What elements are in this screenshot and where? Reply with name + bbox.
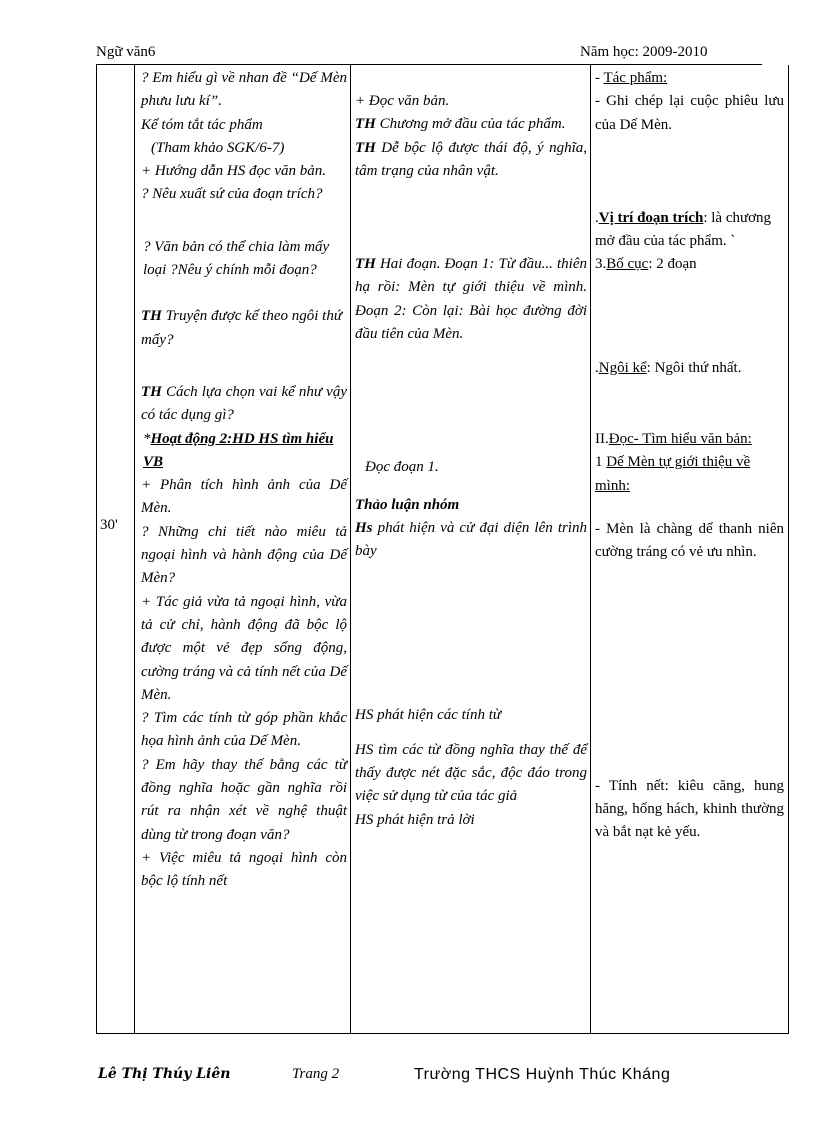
list-item: ? Em hiểu gì về nhan đề “Dế Mèn phưu lưu kí”.	[141, 70, 347, 110]
list-item: Hs phát hiện và cử đại diện lên trình bày	[355, 519, 587, 560]
teacher-activity-column	[141, 67, 347, 894]
list-item: + Phân tích hình ảnh của Dế Mèn.	[141, 477, 347, 517]
list-item: Kể tóm tắt tác phẩm	[141, 116, 263, 133]
footer-author: Lê Thị Thúy Liên	[98, 1066, 231, 1082]
list-item: TH Truyện được kể theo ngôi thứ mấy?	[141, 308, 343, 348]
student-activity-cell	[351, 65, 591, 1034]
student-activity-column	[355, 67, 587, 832]
list-item: - Tính nết: kiêu căng, hung hăng, hống hách, khinh thường và bắt nạt kẻ yếu.	[595, 777, 784, 841]
header-subject: Ngữ văn6	[96, 44, 156, 60]
content-cell	[591, 65, 789, 1034]
list-item: - Ghi chép lại cuộc phiêu lưu của Dế Mèn.	[595, 93, 784, 133]
content-column	[595, 67, 784, 844]
section-heading: .Vị trí đoạn trích: là chương mở đầu của tác phẩm. `	[595, 209, 772, 250]
list-item: HS tìm các từ đồng nghĩa thay thế để thấy được nét đặc sắc, độc đáo trong việc sử dụng từ của tác giả	[355, 741, 587, 805]
list-item: ? Em hãy thay thế bằng các từ đồng nghĩa hoặc gần nghĩa rồi rút ra nhận xét về nghệ thuật dùng từ trong đoạn văn?	[141, 756, 347, 843]
list-item: ? Văn bản có thể chia làm mấy loại ?Nêu ý chính mỗi đoạn?	[143, 238, 330, 279]
section-heading: - Tác phẩm:	[595, 70, 668, 86]
footer-page-number: Trang 2	[292, 1066, 340, 1082]
list-item: Thảo luận nhóm	[355, 496, 460, 513]
list-item: HS phát hiện trả lời	[355, 811, 475, 828]
list-item: TH Dễ bộc lộ được thái độ, ý nghĩa, tâm trạng của nhân vật.	[355, 139, 587, 179]
teacher-activity-cell	[135, 65, 351, 1034]
time-cell	[97, 65, 135, 1034]
section-heading: 1 Dế Mèn tự giới thiệu về mình:	[595, 454, 751, 494]
list-item: + Hướng dẫn HS đọc văn bản.	[141, 163, 327, 180]
time-label: 30'	[100, 517, 118, 533]
lesson-table	[96, 65, 789, 1034]
list-item: TH Cách lựa chọn vai kể như vậy có tác dụng gì?	[141, 383, 347, 424]
header-year: Năm học: 2009-2010	[580, 44, 708, 60]
list-item: ? Những chi tiết nào miêu tả ngoại hình và hành động của Dế Mèn?	[141, 523, 347, 587]
list-item: TH Hai đoạn. Đoạn 1: Từ đầu... thiên hạ rồi: Mèn tự giới thiệu về mình. Đoạn 2: Còn lại: Bài học đường đời đầu tiên của Mèn.	[355, 256, 587, 343]
section-heading: *Hoạt động 2:HD HS tìm hiểu VB	[143, 430, 334, 470]
section-heading: .Ngôi kể: Ngôi thứ nhất.	[595, 359, 742, 376]
list-item: + Đọc văn bản.	[355, 93, 450, 109]
list-item: ? Nêu xuất sứ của đoạn trích?	[141, 186, 323, 203]
section-heading: II.Đọc- Tìm hiểu văn bản:	[595, 431, 752, 448]
list-item: (Tham khảo SGK/6-7)	[151, 139, 285, 156]
list-item: + Việc miêu tả ngoại hình còn bộc lộ tính nết	[141, 849, 347, 890]
section-heading: 3.Bố cục: 2 đoạn	[595, 256, 697, 273]
footer-school: Trường THCS Huỳnh Thúc Kháng	[414, 1066, 671, 1083]
list-item: Đọc đoạn 1.	[365, 459, 439, 476]
list-item: - Mèn là chàng dế thanh niên cường tráng có vẻ ưu nhìn.	[595, 520, 784, 561]
table-row	[97, 65, 789, 1034]
list-item: TH Chương mở đầu của tác phẩm.	[355, 116, 566, 133]
list-item: + Tác giả vừa tả ngoại hình, vừa tả cử chỉ, hành động đã bộc lộ được một vẻ đẹp sống động, cường tráng và cả tính nết của Dế Mèn.	[141, 593, 347, 703]
list-item: HS phát hiện các tính từ	[355, 706, 502, 723]
list-item: ? Tìm các tính từ góp phần khắc họa hình ảnh của Dế Mèn.	[141, 710, 347, 750]
